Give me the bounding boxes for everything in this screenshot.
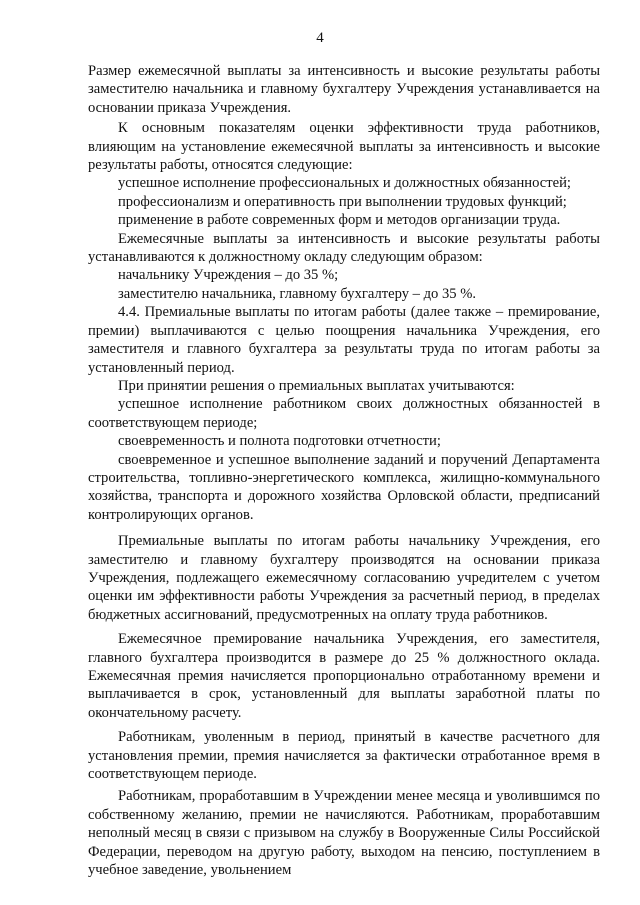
list-item-6: успешное исполнение работником своих должностных обязанностей в соответствующем периоде; [88, 396, 600, 431]
list-item-3: применение в работе современных форм и методов организации труда. [118, 212, 561, 229]
list-item-7: своевременность и полнота подготовки отчетности; [118, 433, 441, 450]
list-item-1: успешное исполнение профессиональных и должностных обязанностей; [118, 175, 571, 192]
list-item-5: заместителю начальника, главному бухгалтеру – до 35 %. [118, 285, 477, 302]
paragraph-9: Работникам, проработавшим в Учреждении менее месяца и уволившимся по собственному желанию, премии не начисляются. Работникам, проработавшим неполный месяц в связи с призывом на службу в Вооруженные Силы Российской Федерации, переводом на другую работу, выходом на пенсию, поступлением в учебное заведение, увольнением [88, 788, 600, 879]
list-item-2: профессионализм и оперативность при выполнении трудовых функций; [118, 193, 567, 210]
page-number: 4 [316, 30, 324, 46]
paragraph-6: Премиальные выплаты по итогам работы начальнику Учреждения, его заместителю и главному бухгалтеру производятся на основании приказа Учреждения, подлежащего ежемесячному согласованию учредителем с учетом оценки им эффективности работы Учреждения за расчетный период, в пределах бюджетных ассигнований, предусмотренных на оплату труда работников. [88, 533, 600, 623]
paragraph-1: Размер ежемесячной выплаты за интенсивность и высокие результаты работы заместителю начальника и главному бухгалтеру Учреждения устанавливается на основании приказа Учреждения. [88, 63, 600, 116]
paragraph-5: При принятии решения о премиальных выплатах учитываются: [118, 377, 515, 394]
paragraph-2: К основным показателям оценки эффективности труда работников, влияющим на установление ежемесячной выплаты за интенсивность и высокие результаты работы, относятся следующие: [88, 120, 600, 174]
list-item-4: начальнику Учреждения – до 35 %; [118, 267, 339, 284]
document-body [88, 62, 600, 879]
list-item-8: своевременное и успешное выполнение заданий и поручений Департамента строительства, топливно-энергетического комплекса, жилищно-коммунального хозяйства, транспорта и дорожного хозяйства Орловской области, предписаний контролирующих органов. [88, 451, 600, 523]
paragraph-7: Ежемесячное премирование начальника Учреждения, его заместителя, главного бухгалтера производится в размере до 25 % должностного оклада. Ежемесячная премия начисляется пропорционально отработанному времени и выплачивается в срок, установленный для выплаты заработной платы по окончательному расчету. [88, 631, 600, 721]
paragraph-3: Ежемесячные выплаты за интенсивность и высокие результаты работы устанавливаются к должностному окладу следующим образом: [88, 230, 600, 266]
paragraph-8: Работникам, уволенным в период, принятый в качестве расчетного для установления премии, премия начисляется за фактически отработанное время в соответствующем периоде. [88, 729, 600, 783]
paragraph-4: 4.4. Премиальные выплаты по итогам работы (далее также – премирование, премии) выплачиваются с целью поощрения начальника Учреждения, его заместителя и главного бухгалтера за результаты труда по итогам работы за установленный период. [88, 304, 600, 376]
